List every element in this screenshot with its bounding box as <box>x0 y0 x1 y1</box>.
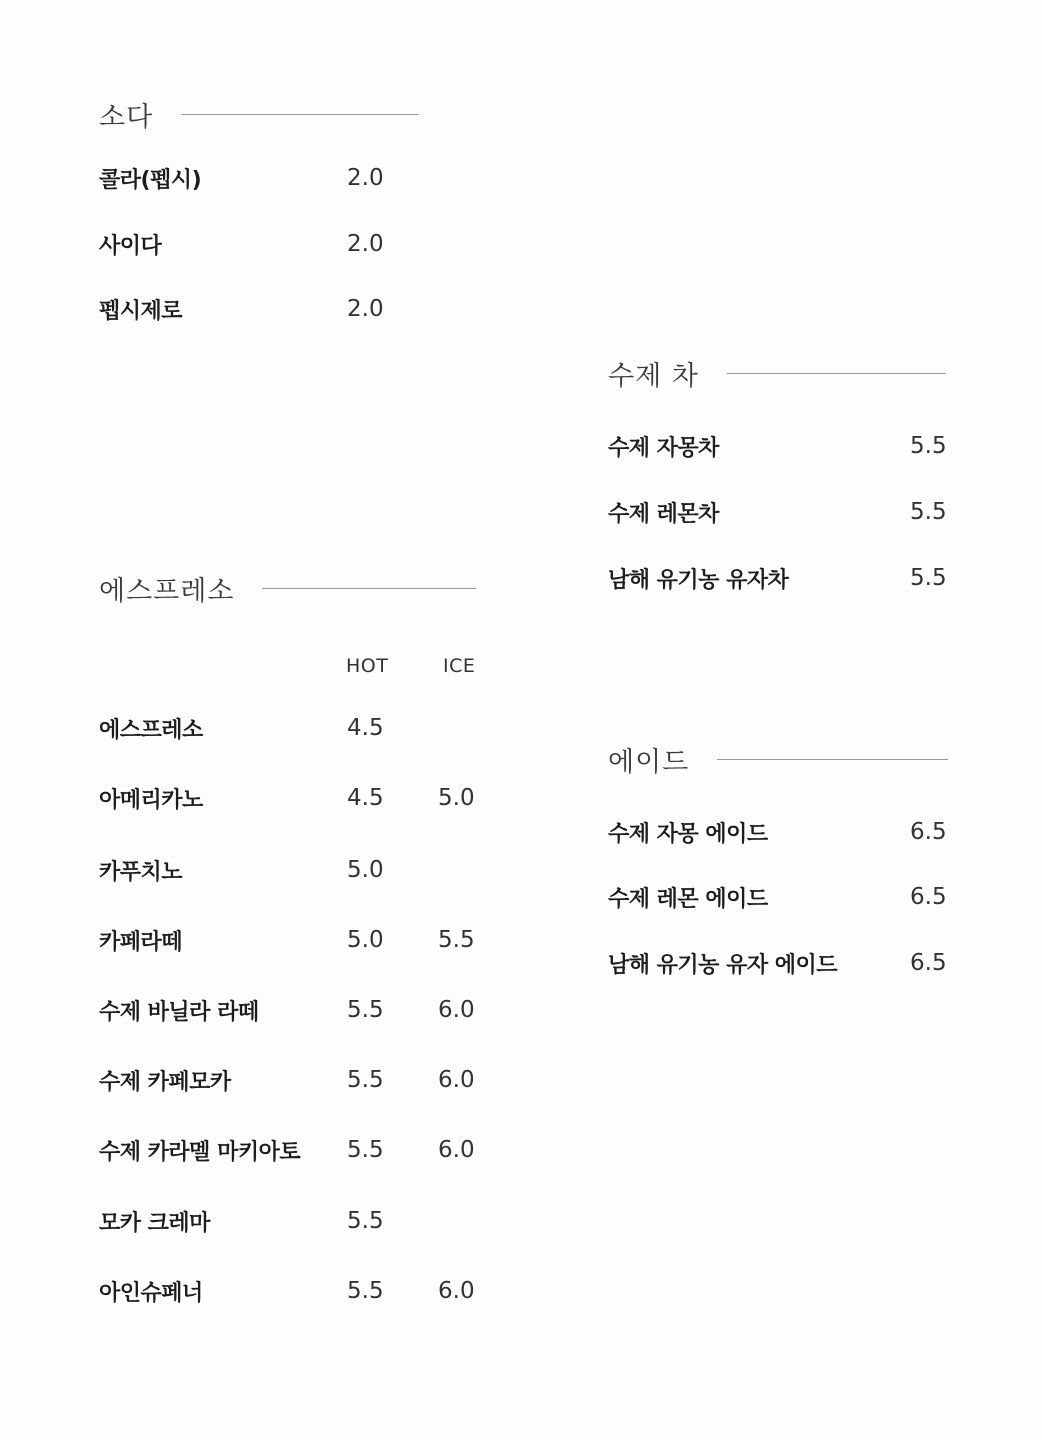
item-name: 남해 유기농 유자차 <box>608 567 789 593</box>
item-price: 6.5 <box>910 884 947 910</box>
item-name: 아인슈페너 <box>99 1280 203 1306</box>
item-name: 에스프레소 <box>99 717 203 743</box>
item-price: 5.5 <box>910 499 947 525</box>
item-name: 수제 자몽차 <box>608 435 719 461</box>
item-price: 5.5 <box>910 433 947 459</box>
hot-price: 4.5 <box>347 715 384 741</box>
menu-item <box>608 494 948 530</box>
ade-title: 에이드 <box>608 746 690 778</box>
hot-price: 5.5 <box>347 1067 384 1093</box>
item-price: 2.0 <box>347 165 384 191</box>
menu-item <box>99 922 489 958</box>
soda-section <box>99 94 429 334</box>
menu-item <box>99 992 489 1028</box>
ice-price: 6.0 <box>438 1278 475 1304</box>
hot-price: 5.5 <box>347 997 384 1023</box>
hot-price: 5.5 <box>347 1137 384 1163</box>
soda-divider <box>181 114 419 115</box>
menu-item <box>608 814 948 850</box>
item-price: 6.5 <box>910 819 947 845</box>
tea-divider <box>727 373 946 374</box>
menu-item <box>99 852 489 888</box>
item-name: 수제 레몬 에이드 <box>608 886 768 912</box>
ice-price: 5.5 <box>438 927 475 953</box>
item-name: 카페라떼 <box>99 929 183 955</box>
item-name: 모카 크레마 <box>99 1210 210 1236</box>
espresso-divider <box>262 588 476 589</box>
menu-item <box>608 945 948 981</box>
soda-title: 소다 <box>99 101 154 133</box>
item-name: 아메리카노 <box>99 787 203 813</box>
ice-price: 6.0 <box>438 1137 475 1163</box>
menu-item <box>99 1273 489 1309</box>
menu-item <box>99 291 182 327</box>
item-name: 콜라(펩시) <box>99 167 202 193</box>
tea-section <box>608 353 948 603</box>
ice-price: 6.0 <box>438 997 475 1023</box>
item-name: 카푸치노 <box>99 859 183 885</box>
item-name: 수제 바닐라 라떼 <box>99 999 259 1025</box>
item-name: 수제 자몽 에이드 <box>608 821 768 847</box>
menu-item <box>608 428 948 464</box>
hot-price: 5.0 <box>347 857 384 883</box>
menu-item <box>99 780 489 816</box>
item-name: 펩시제로 <box>99 298 183 324</box>
soda-header <box>99 94 429 134</box>
ice-price: 6.0 <box>438 1067 475 1093</box>
menu-item <box>99 710 489 746</box>
menu-item <box>99 1062 489 1098</box>
ade-divider <box>717 759 948 760</box>
item-price: 6.5 <box>910 950 947 976</box>
hot-price: 5.5 <box>347 1278 384 1304</box>
item-name: 남해 유기농 유자 에이드 <box>608 952 837 978</box>
espresso-section <box>99 568 489 1328</box>
hot-price: 5.5 <box>347 1208 384 1234</box>
tea-title: 수제 차 <box>608 360 699 392</box>
hot-price: 5.0 <box>347 927 384 953</box>
espresso-header <box>99 568 489 608</box>
menu-item <box>99 1203 489 1239</box>
menu-item <box>608 560 948 596</box>
menu-item <box>99 1132 489 1168</box>
hot-price: 4.5 <box>347 785 384 811</box>
item-price: 2.0 <box>347 231 384 257</box>
tea-header <box>608 353 948 393</box>
item-price: 2.0 <box>347 296 384 322</box>
hot-column-header: HOT <box>346 655 389 677</box>
ade-header <box>608 739 948 779</box>
espresso-title: 에스프레소 <box>99 575 235 607</box>
item-name: 수제 카라멜 마키아토 <box>99 1139 301 1165</box>
ice-column-header: ICE <box>443 655 476 677</box>
ice-price: 5.0 <box>438 785 475 811</box>
item-price: 5.5 <box>910 565 947 591</box>
item-name: 수제 레몬차 <box>608 501 719 527</box>
item-name: 수제 카페모카 <box>99 1069 231 1095</box>
ade-section <box>608 739 948 989</box>
menu-item <box>99 226 161 262</box>
item-name: 사이다 <box>99 233 162 259</box>
menu-item <box>608 879 948 915</box>
menu-item <box>99 160 201 196</box>
